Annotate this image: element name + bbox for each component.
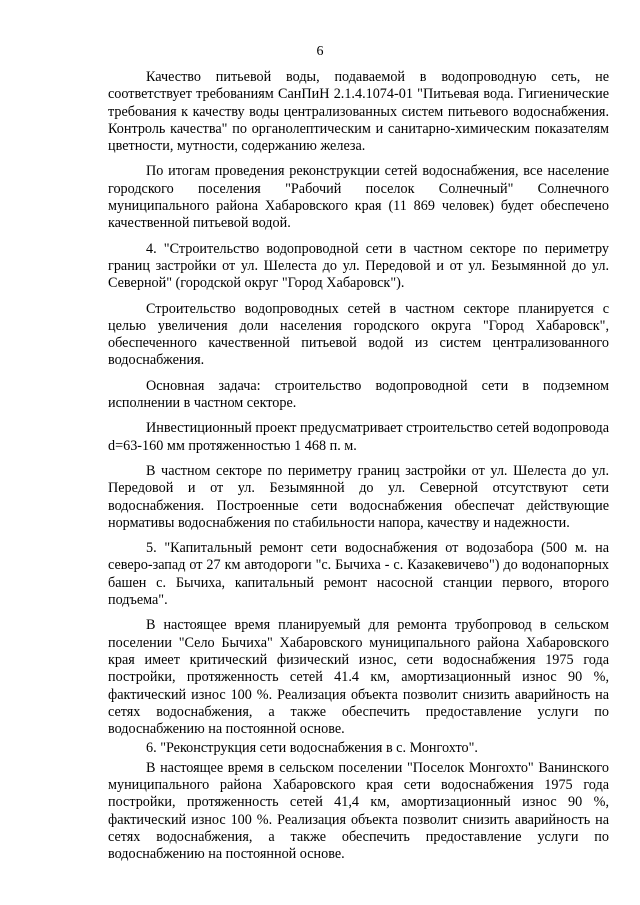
- paragraph-item-5-details: В настоящее время планируемый для ремонта трубопровод в сельском поселении "Село Бычиха" Хабаровского муниципального района Хабаровского края имеет критический физический износ, сети водоснабжения 1975 года постройки, протяженность сетей 41.4 км, амортизационный износ 90 %, фактический износ 100 %. Реализация объекта позволит снизить аварийность на сетях водоснабжения, а также обеспечить предоставление услуги по водоснабжению на постоянной основе.: [108, 617, 609, 738]
- paragraph-reconstruction-result: По итогам проведения реконструкции сетей водоснабжения, все население городского поселения "Рабочий поселок Солнечный" Солнечного муниципального района Хабаровского края (11 869 человек) будет обеспечено качественной питьевой водой.: [108, 163, 609, 232]
- page-number: 6: [316, 44, 324, 59]
- paragraph-item-4-purpose: Строительство водопроводных сетей в частном секторе планируется с целью увеличения доли населения городского округа "Город Хабаровск", обеспеченного качественной питьевой водой из систем централизованного водоснабжения.: [108, 300, 609, 369]
- paragraph-item-4-main-task: Основная задача: строительство водопроводной сети в подземном исполнении в частном секторе.: [108, 377, 609, 412]
- paragraph-item-6-details: В настоящее время в сельском поселении "Поселок Монгохто" Ванинского муниципального района Хабаровского края сети водоснабжения 1975 года постройки, протяженность сетей 41,4 км, амортизационный износ 90 %, фактический износ 100 %. Реализация объекта позволит снизить аварийность на сетях водоснабжения, а также обеспечить предоставление услуги по водоснабжению на постоянной основе.: [108, 759, 609, 863]
- document-body: [108, 69, 609, 871]
- paragraph-item-5-heading: 5. "Капитальный ремонт сети водоснабжения от водозабора (500 м. на северо-запад от 27 км автодороги "с. Бычиха - с. Казакевичево") до водонапорных башен с. Бычиха, капитальный ремонт насосной станции первого, второго подъема".: [108, 540, 609, 609]
- paragraph-item-6-heading: 6. "Реконструкция сети водоснабжения в с. Монгохто".: [146, 740, 478, 757]
- paragraph-item-4-heading: 4. "Строительство водопроводной сети в частном секторе по периметру границ застройки от ул. Шелеста до ул. Передовой и от ул. Безымянной до ул. Северной" (городской округ "Город Хабаровск").: [108, 240, 609, 292]
- paragraph-water-quality: Качество питьевой воды, подаваемой в водопроводную сеть, не соответствует требованиям СанПиН 2.1.4.1074-01 "Питьевая вода. Гигиенические требования к качеству воды централизованных систем питьевого водоснабжения. Контроль качества" по органолептическим и санитарно-химическим показателям цветности, мутности, содержанию железа.: [108, 69, 609, 155]
- paragraph-item-4-investment: Инвестиционный проект предусматривает строительство сетей водопровода d=63-160 мм протяженностью 1 468 п. м.: [108, 420, 609, 454]
- paragraph-item-4-current-state: В частном секторе по периметру границ застройки от ул. Шелеста до ул. Передовой и от ул. Безымянной до ул. Северной отсутствуют сети водоснабжения. Построенные сети водоснабжения обеспечат действующие нормативы водоснабжения по стабильности напора, качеству и надежности.: [108, 462, 609, 531]
